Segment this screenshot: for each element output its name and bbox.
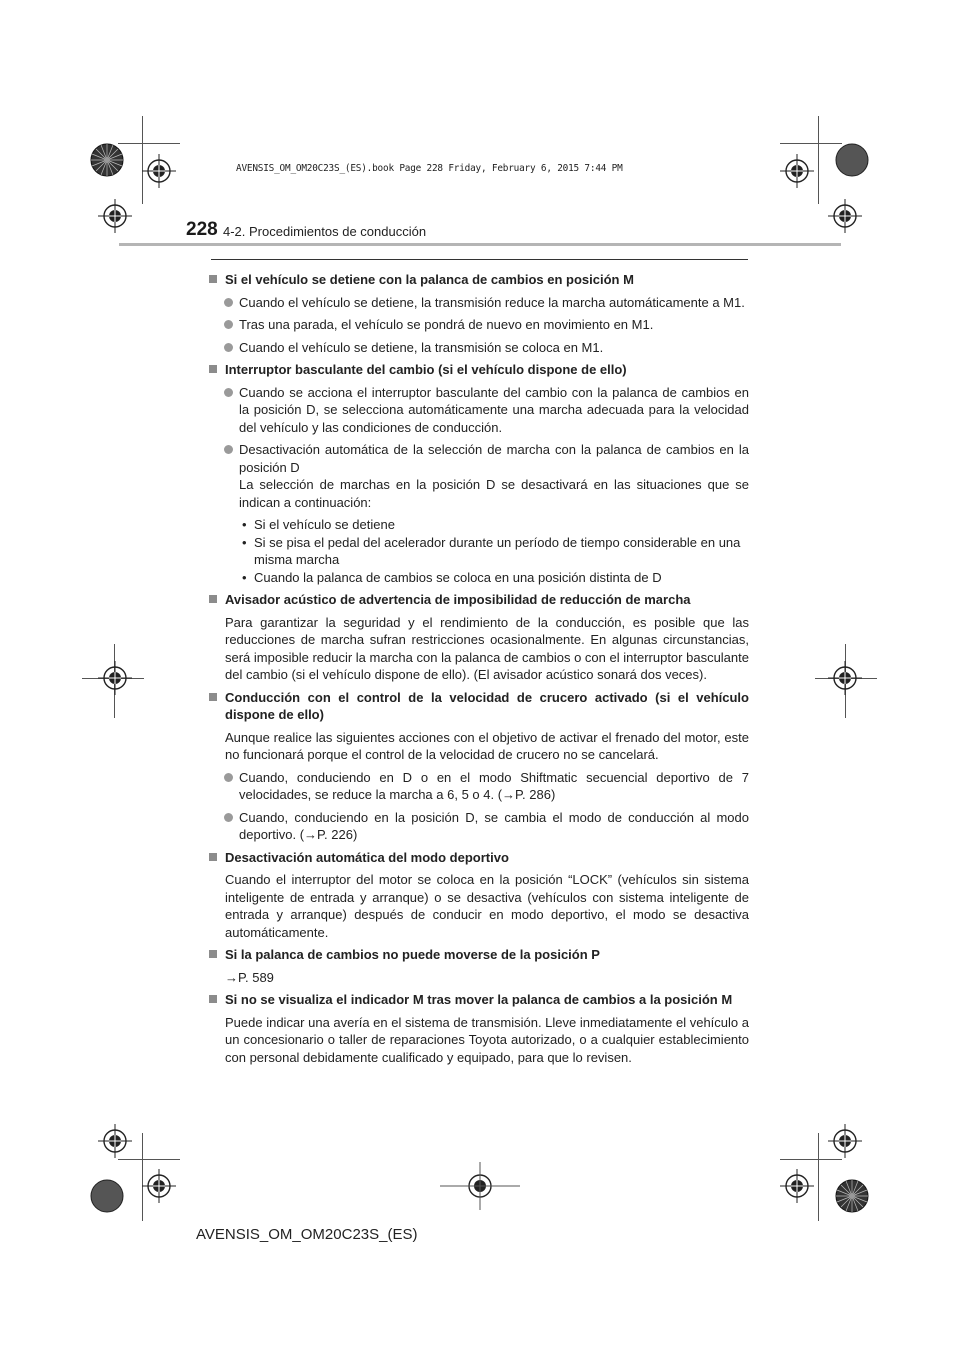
page-reference: →P. 589	[225, 969, 274, 985]
page-content	[208, 266, 749, 1066]
round-bullet-icon	[224, 320, 233, 329]
footer-doc-code: AVENSIS_OM_OM20C23S_(ES)	[196, 1226, 418, 1243]
square-bullet-icon	[209, 995, 217, 1003]
list-item: Cuando, conduciendo en la posición D, se cambia el modo de conducción al modo deportivo. (→P. 226)	[208, 809, 749, 844]
square-bullet-icon	[209, 275, 217, 283]
registration-mark-icon	[142, 154, 176, 188]
star-mark-icon	[91, 144, 123, 176]
registration-mark-icon	[98, 661, 132, 695]
star-mark-icon	[836, 1180, 868, 1212]
registration-mark-icon	[828, 199, 862, 233]
section-heading: Avisador acústico de advertencia de imposibilidad de reducción de marcha	[208, 591, 749, 609]
registration-mark-icon	[98, 1124, 132, 1158]
section-heading: Si no se visualiza el indicador M tras mover la palanca de cambios a la posición M	[208, 991, 749, 1009]
section-heading: Desactivación automática del modo deportivo	[208, 849, 749, 867]
list-item: Cuando el vehículo se detiene, la transmisión se coloca en M1.	[208, 339, 749, 357]
square-bullet-icon	[209, 693, 217, 701]
dot-mark-icon	[836, 144, 868, 176]
list-item: Cuando el vehículo se detiene, la transmisión reduce la marcha automáticamente a M1.	[208, 294, 749, 312]
round-bullet-icon	[224, 388, 233, 397]
round-bullet-icon	[224, 445, 233, 454]
sub-list-item: • Si el vehículo se detiene	[242, 517, 395, 532]
square-bullet-icon	[209, 950, 217, 958]
list-item: Cuando se acciona el interruptor basculante del cambio con la palanca de cambios en la posición D, se selecciona automáticamente una marcha adecuada para la velocidad del vehículo y las condiciones de conducción.	[208, 384, 749, 437]
round-bullet-icon	[224, 773, 233, 782]
registration-mark-icon	[780, 1169, 814, 1203]
square-bullet-icon	[209, 853, 217, 861]
sub-list-item: • Si se pisa el pedal del acelerador durante un período de tiempo considerable en una misma marcha	[242, 534, 741, 567]
paragraph: Cuando el interruptor del motor se coloca en la posición “LOCK” (vehículos sin sistema inteligente de entrada y arranque) o se desactiva (vehículos con sistema inteligente de entrada y arranque) después de conducir en modo deportivo, el modo se desactiva automáticamente.	[225, 872, 749, 940]
registration-mark-icon	[828, 1124, 862, 1158]
paragraph: Aunque realice las siguientes acciones con el objetivo de activar el frenado del motor, este no funcionará porque el control de la velocidad de crucero no se cancelará.	[225, 729, 749, 762]
registration-mark-icon	[828, 661, 862, 695]
square-bullet-icon	[209, 595, 217, 603]
round-bullet-icon	[224, 343, 233, 352]
dot-mark-icon	[91, 1180, 123, 1212]
paragraph: Para garantizar la seguridad y el rendimiento de la conducción, es posible que las reducciones de marcha sufran restricciones ocasionalmente. En algunas circunstancias, será imposible reducir la marcha con la palanca de cambios o con el interruptor basculante del cambio (si el vehículo dispone de ello). (El avisador acústico sonará dos veces).	[225, 614, 749, 682]
list-item: Tras una parada, el vehículo se pondrá de nuevo en movimiento en M1.	[208, 316, 749, 334]
book-info-line: AVENSIS_OM_OM20C23S_(ES).book Page 228 Friday, February 6, 2015 7:44 PM	[236, 163, 623, 174]
round-bullet-icon	[224, 813, 233, 822]
registration-mark-icon	[98, 199, 132, 233]
square-bullet-icon	[209, 365, 217, 373]
section-heading: Si la palanca de cambios no puede moverse de la posición P	[208, 946, 749, 964]
round-bullet-icon	[224, 298, 233, 307]
page-number: 228	[186, 219, 218, 240]
section-heading: Interruptor basculante del cambio (si el vehículo dispone de ello)	[208, 361, 749, 379]
sub-list-item: • Cuando la palanca de cambios se coloca en una posición distinta de D	[242, 569, 662, 585]
list-item: Desactivación automática de la selección de marcha con la palanca de cambios en la posición D La selección de marchas en la posición D se desactivará en las situaciones que se indican a continuación:	[208, 441, 749, 511]
section-title: 4-2. Procedimientos de conducción	[223, 224, 427, 239]
content-top-rule	[211, 259, 748, 260]
paragraph: Puede indicar una avería en el sistema de transmisión. Lleve inmediatamente el vehículo a un concesionario o taller de reparaciones Toyota autorizado, o a cualquier establecimiento con personal debidamente cualificado y equipado, para que lo revisen.	[225, 1014, 749, 1065]
sub-list	[208, 516, 749, 586]
registration-mark-icon	[142, 1169, 176, 1203]
section-heading: Conducción con el control de la velocidad de crucero activado (si el vehículo dispone de ello)	[208, 689, 749, 724]
registration-mark-icon	[780, 154, 814, 188]
list-item: Cuando, conduciendo en D o en el modo Shiftmatic secuencial deportivo de 7 velocidades, se reduce la marcha a 6, 5 o 4. (→P. 286)	[208, 769, 749, 804]
section-heading: Si el vehículo se detiene con la palanca de cambios en posición M	[208, 271, 749, 289]
